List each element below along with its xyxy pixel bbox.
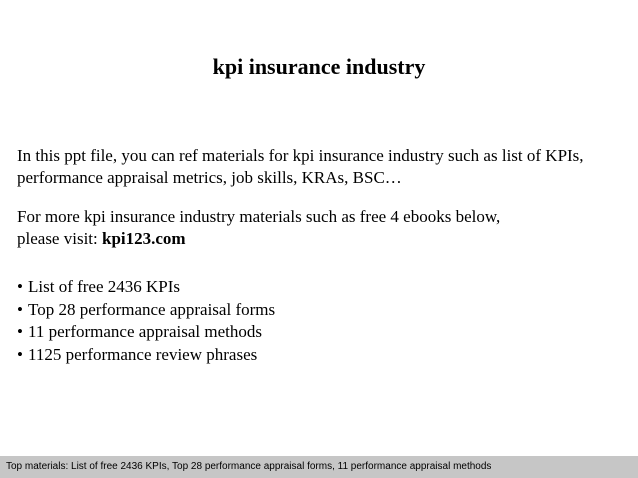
intro-line-2: performance appraisal metrics, job skills, KRAs, BSC… [17, 168, 402, 187]
list-item-label: 11 performance appraisal methods [28, 322, 262, 341]
more-line-1: For more kpi insurance industry materials such as free 4 ebooks below, [17, 207, 501, 226]
list-item [17, 344, 275, 367]
bullet-icon: • [17, 322, 23, 341]
footer-bar [0, 456, 638, 478]
bullet-icon: • [17, 299, 23, 319]
materials-list [17, 276, 275, 366]
list-item [17, 321, 275, 344]
slide-title: kpi insurance industry [212, 54, 426, 79]
list-item [17, 276, 275, 299]
list-item-label: List of free 2436 KPIs [28, 277, 181, 296]
list-item-label: 1125 performance review phrases [28, 344, 258, 364]
bullet-icon: • [17, 344, 23, 364]
more-materials-paragraph [17, 206, 627, 250]
intro-line-1: In this ppt file, you can ref materials for kpi insurance industry such as list of KPIs, [17, 146, 584, 165]
list-item [17, 299, 275, 322]
visit-prefix: please visit: [17, 229, 102, 248]
more-line-2 [17, 228, 627, 250]
site-link[interactable]: kpi123.com [101, 229, 186, 248]
footer-text: Top materials: List of free 2436 KPIs, Top 28 performance appraisal forms, 11 performance appraisal methods [6, 461, 492, 472]
intro-paragraph [17, 145, 627, 189]
list-item-label: Top 28 performance appraisal forms [28, 299, 276, 319]
bullet-icon: • [17, 277, 23, 296]
